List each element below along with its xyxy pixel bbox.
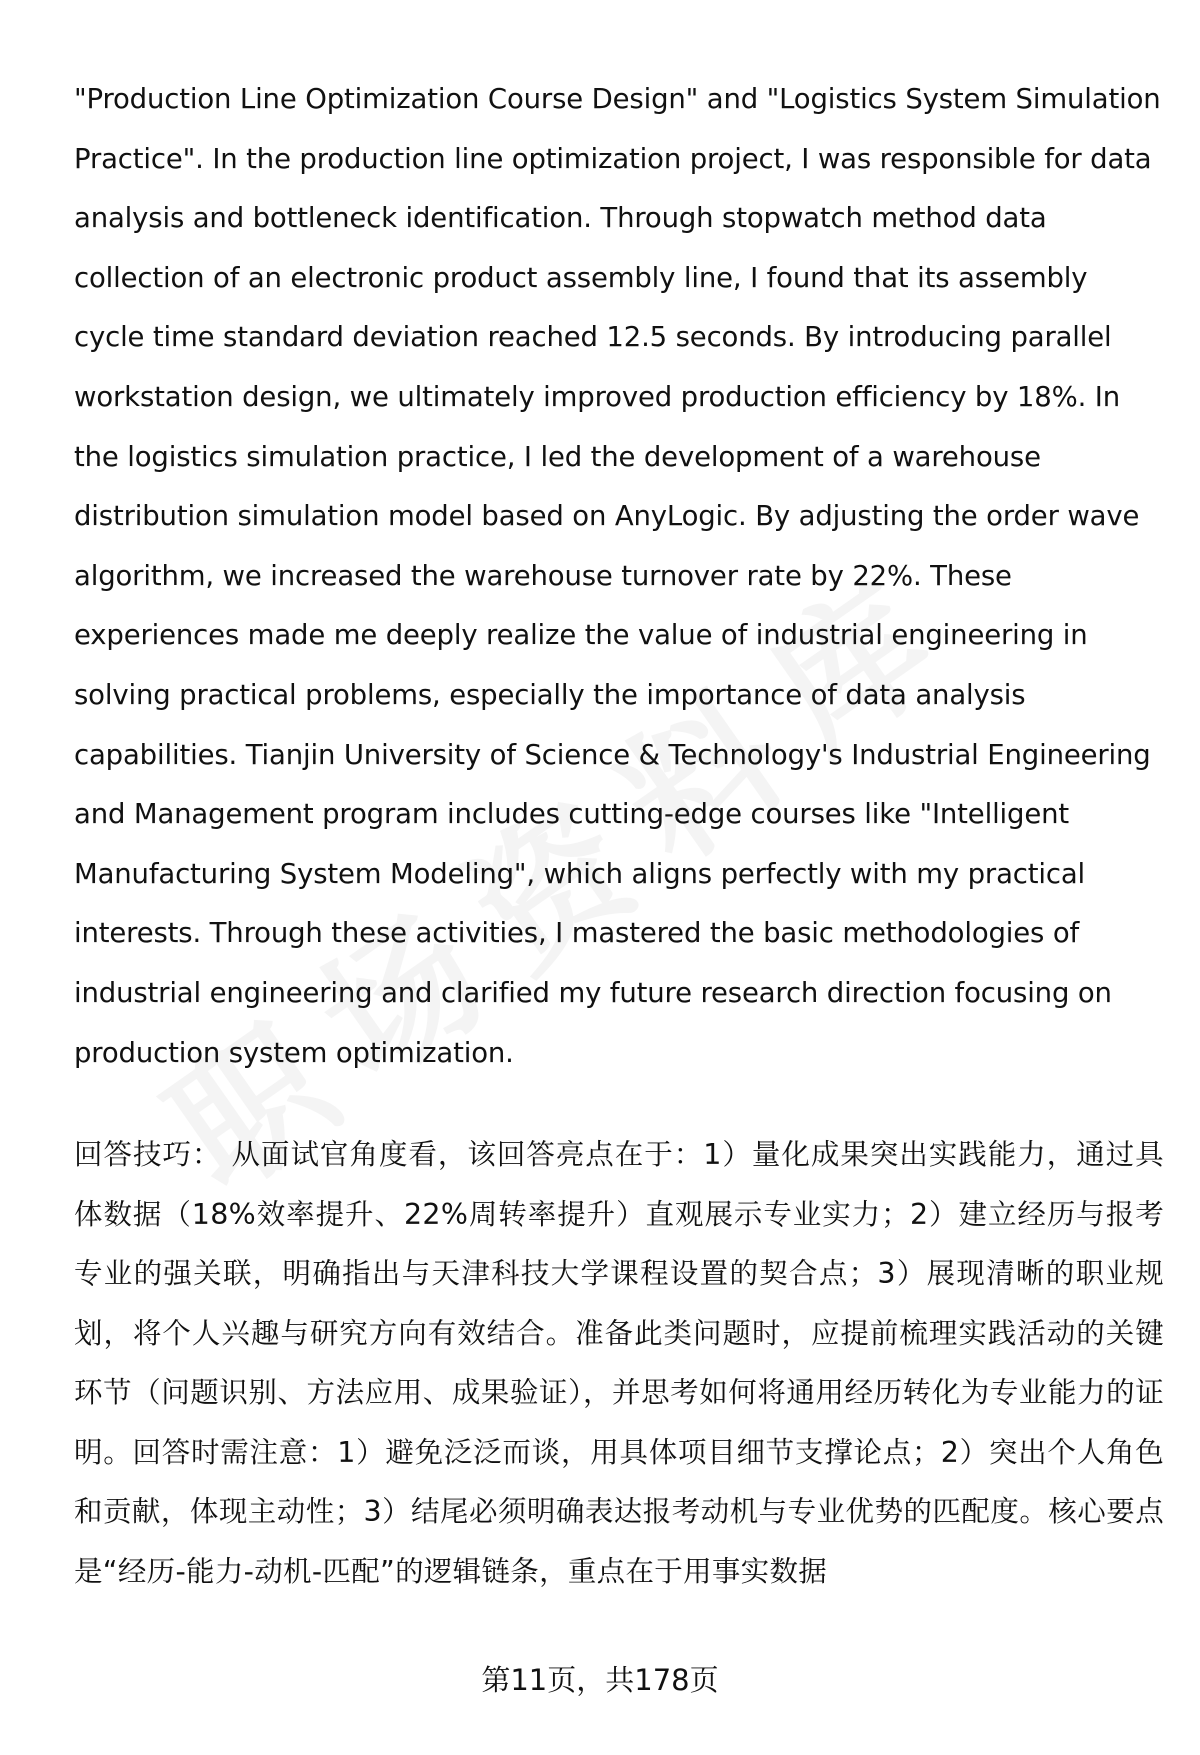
answer-tips-paragraph: 回答技巧： 从面试官角度看，该回答亮点在于：1）量化成果突出实践能力，通过具体数据（18%效率提升、22%周转率提升）直观展示专业实力；2）建立经历与报考专业的强关联，明确指出与天津科技大学课程设置的契合点；3）展现清晰的职业规划，将个人兴趣与研究方向有效结合。准备此类问题时，应提前梳理实践活动的关键环节（问题识别、方法应用、成果验证），并思考如何将通用经历转化为专业能力的证明。回答时需注意：1）避免泛泛而谈，用具体项目细节支撑论点；2）突出个人角色和贡献，体现主动性；3）结尾必须明确表达报考动机与专业优势的匹配度。核心要点是“经历-能力-动机-匹配”的逻辑链条，重点在于用事实数据 [74,1138,1164,1588]
page-number-footer: 第11页，共178页 [481,1663,719,1697]
english-answer-paragraph: "Production Line Optimization Course Design" and "Logistics System Simulation Practice". In the production line optimization project, I was responsible for data analysis and bottleneck identification. Through stopwatch method data collection of an electronic product assembly line, I found that its assembly cycle time standard deviation reached 12.5 seconds. By introducing parallel workstation design, we ultimately improved production efficiency by 18%. In the logistics simulation practice, I led the development of a warehouse distribution simulation model based on AnyLogic. By adjusting the order wave algorithm, we increased the warehouse turnover rate by 22%. These experiences made me deeply realize the value of industrial engineering in solving practical problems, especially the importance of data analysis capabilities. Tianjin University of Science & Technology's Industrial Engineering and Management program includes cutting-edge courses like "Intelligent Manufacturing System Modeling", which aligns perfectly with my practical interests. Through these activities, I mastered the basic methodologies of industrial engineering and clarified my future research direction focusing on production system optimization. [74,83,1161,1069]
document-body [74,70,1164,1601]
